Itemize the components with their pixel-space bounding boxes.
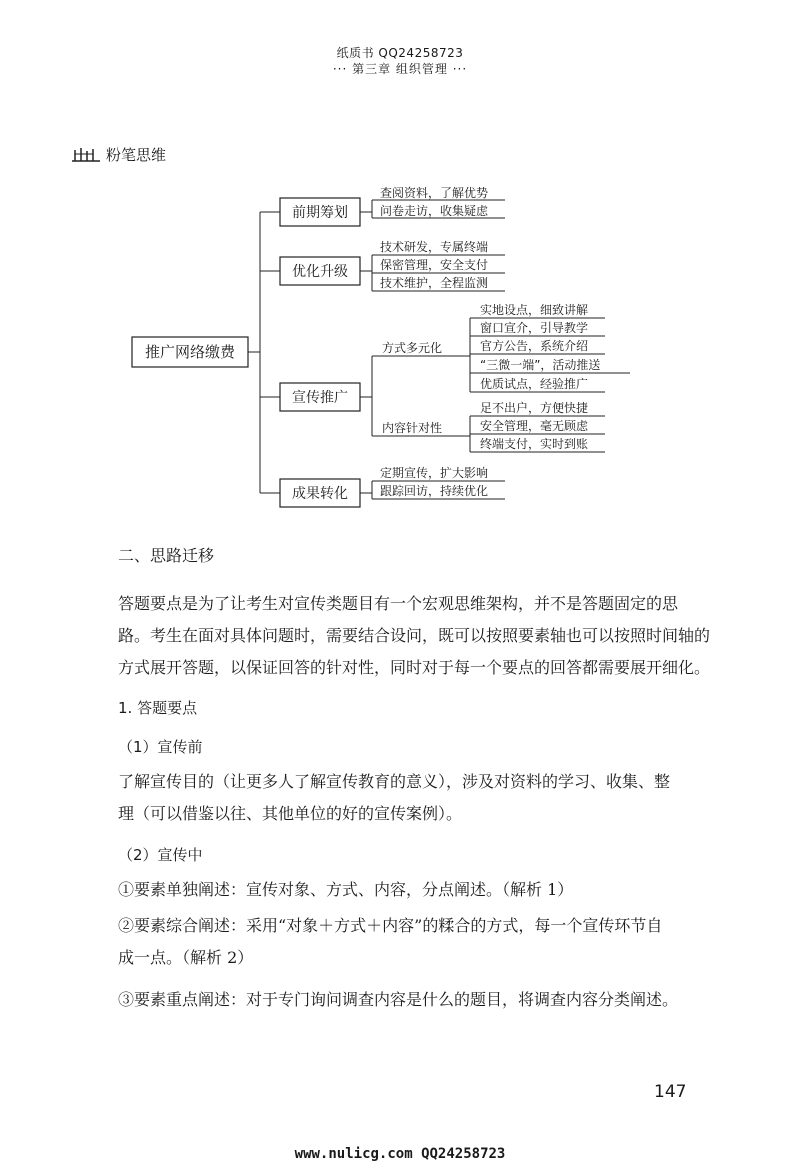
mindmap-leaf: 查阅资料，了解优势 <box>380 186 489 200</box>
mindmap-leaf: 安全管理，毫无顾虑 <box>480 419 589 433</box>
mindmap-leaf: 跟踪回访，持续优化 <box>380 484 489 498</box>
section-heading: 二、思路迁移 <box>118 546 215 565</box>
intro-paragraph: 答题要点是为了让考生对宣传类题目有一个宏观思维架构，并不是答题固定的思 路。考生在面对具体问题时，需要结合设问，既可以按照要素轴也可以按照时间轴的 方式展开答题，以保证回答的针对性，同时对于每一个要点的回答都需要展开细化。 <box>118 594 711 677</box>
item1: ①要素单独阐述：宣传对象、方式、内容，分点阐述。（解析 1） <box>118 880 574 899</box>
mindmap-leaf: 优质试点，经验推广 <box>480 377 589 391</box>
branch-youhua: 优化升级 <box>292 264 348 280</box>
step2-title: （2）宣传中 <box>118 846 203 864</box>
item3: ③要素重点阐述：对于专门询问调查内容是什么的题目，将调查内容分类阐述。 <box>118 990 679 1009</box>
branch-xuanchuan: 宣传推广 <box>292 390 348 406</box>
item2: ②要素综合阐述：采用“对象＋方式＋内容”的糅合的方式，每一个宣传环节自 成一点。（解析 2） <box>118 916 663 967</box>
mindmap-leaf: 官方公告，系统介绍 <box>480 339 589 353</box>
sub-neirong: 内容针对性 <box>382 421 443 435</box>
footer-watermark: www.nulicg.com QQ24258723 <box>294 1146 506 1162</box>
mind-map <box>0 0 800 520</box>
page-number: 147 <box>654 1082 687 1102</box>
mindmap-leaf: 技术维护，全程监测 <box>380 276 489 290</box>
header-watermark: 纸质书 QQ24258723 <box>336 46 464 60</box>
mindmap-leaf: 技术研发，专属终端 <box>380 240 489 254</box>
mindmap-leaf: 足不出户，方便快捷 <box>480 401 589 415</box>
step1-paragraph: 了解宣传目的（让更多人了解宣传教育的意义），涉及对资料的学习、收集、整 理（可以借鉴以往、其他单位的好的宣传案例）。 <box>118 772 671 823</box>
section-title: 粉笔思维 <box>106 146 167 164</box>
points-title: 1. 答题要点 <box>118 699 198 717</box>
chapter-header: ··· 第三章 组织管理 ··· <box>332 62 468 76</box>
step1-title: （1）宣传前 <box>118 738 203 756</box>
mindmap-leaf: 终端支付，实时到账 <box>480 437 589 451</box>
branch-qianqi: 前期筹划 <box>292 205 348 221</box>
mindmap-leaf: 问卷走访，收集疑虑 <box>380 204 489 218</box>
mindmap-leaf: 定期宣传，扩大影响 <box>380 466 489 480</box>
branch-chengguo: 成果转化 <box>292 486 348 502</box>
mindmap-leaf: 保密管理，安全支付 <box>380 258 489 272</box>
sub-fangshi: 方式多元化 <box>382 341 443 355</box>
mindmap-leaf: 窗口宣介，引导教学 <box>480 321 589 335</box>
mindmap-root: 推广网络缴费 <box>144 343 236 361</box>
mindmap-leaf: 实地设点，细致讲解 <box>480 303 589 317</box>
mindmap-leaf: “三微一端”，活动推送 <box>480 358 601 372</box>
